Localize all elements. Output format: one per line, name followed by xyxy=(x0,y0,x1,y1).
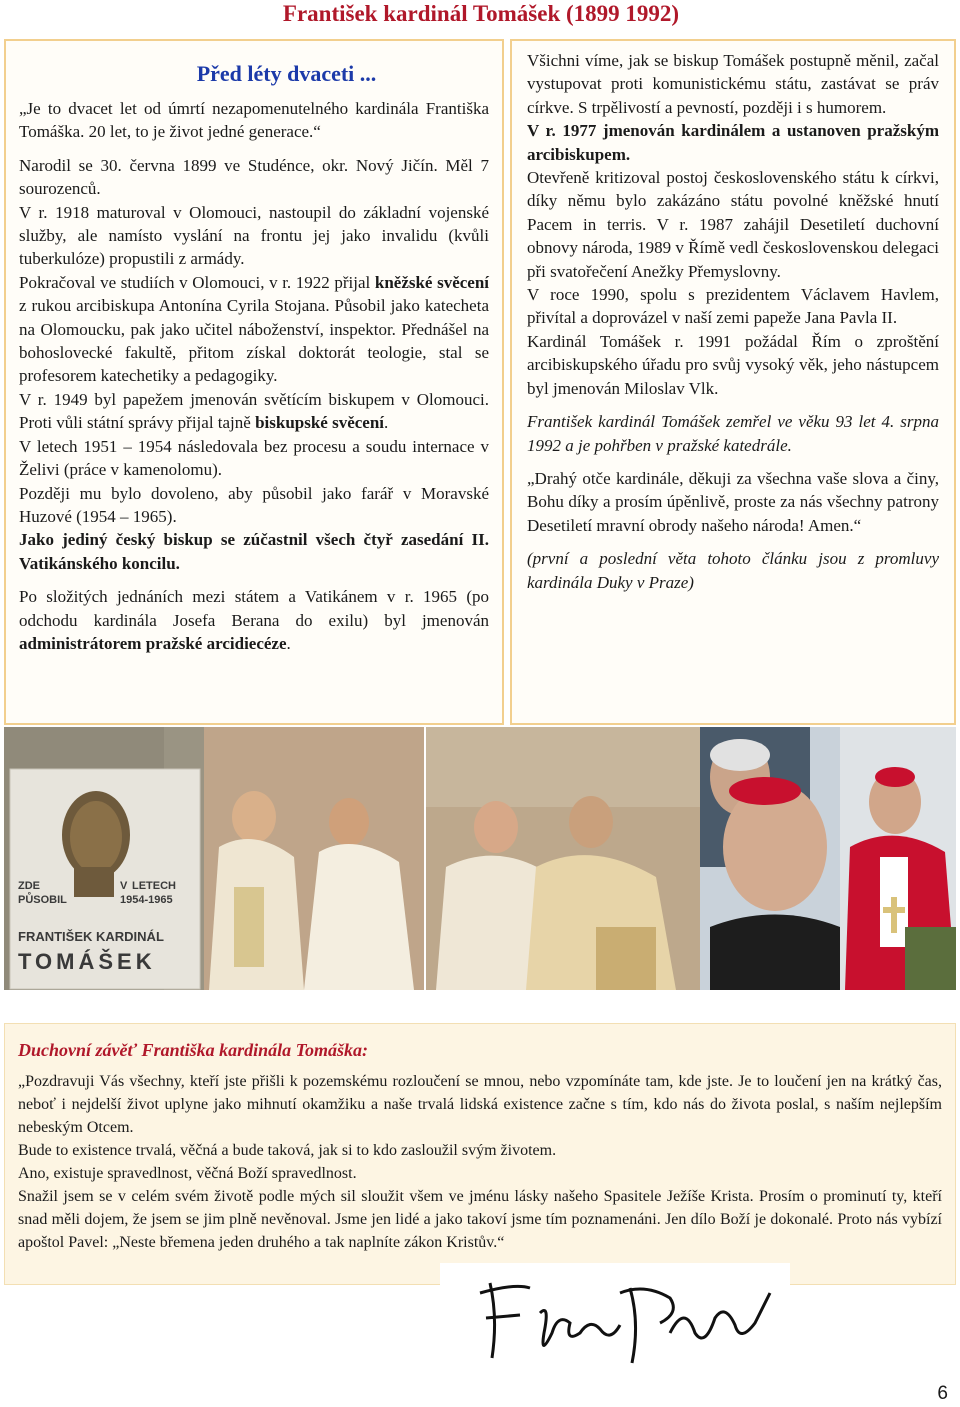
testament-paragraph-4: Snažil jsem se v celém svém životě podle mých sil sloužit všem ve jménu lásky našeho Spasitele Ježíše Krista. Prosím o prominutí ty, kteří snad měli dojem, že jsem se jim plně nevěnoval. Jsme jen lidé a jako takoví jsme tím poznamenáni. Jen dílo Boží je dokonalé. Proto nás vybízí apoštol Pavel: „Neste břemena jeden druhého a tak naplníte zákon Kristův.“ xyxy=(18,1188,942,1251)
prayer-paragraph: „Drahý otče kardinále, děkuji za všechna vaše slova a činy, Bohu díky a prosím úpěnlivě, proste za nás všechny patrony Desetiletí mravní obrody našeho národa! Amen.“ xyxy=(527,468,939,535)
source-note: (první a poslední věta tohoto článku jsou z promluvy kardinála Duky v Praze) xyxy=(527,549,939,592)
administrator-paragraph xyxy=(19,585,489,655)
page-title: František kardinál Tomášek (1899 1992) xyxy=(282,1,680,26)
criticism-paragraph: Otevřeně kritizoval postoj československého státu k církvi, díky němu bylo zakázáno státu povolné kněžské hnutí Pacem in terris. V r. 1987 zahájil Desetiletí duchovní obnovy národa, 1989 v Římě vedl československou delegaci při svatořečení Anežky Přemyslovny. xyxy=(527,168,939,281)
bishop-paragraph xyxy=(19,388,489,435)
pope-visit-paragraph: V roce 1990, spolu s prezidentem Václavem Havlem, přivítal a doprovázel v naší zemi papeže Jana Pavla II. xyxy=(527,285,939,328)
page-number: 6 xyxy=(937,1383,948,1404)
plaque-text-v: V xyxy=(120,880,128,892)
plaque-text-years: 1954-1965 xyxy=(120,894,173,906)
cardinal-portraits-image xyxy=(700,727,956,990)
pope-meeting-image xyxy=(426,727,700,990)
handwritten-signature xyxy=(440,1263,790,1383)
plaque-text-zde: ZDE xyxy=(18,880,40,892)
left-column-box xyxy=(4,39,504,725)
intro-paragraph: „Je to dvacet let od úmrtí nezapomenutelného kardinála Františka Tomáška. 20 let, to je život jedné generace.“ xyxy=(19,99,489,142)
cardinal-pope-meeting-photo xyxy=(426,727,700,990)
death-paragraph: František kardinál Tomášek zemřel ve věku 93 let 4. srpna 1992 a je pohřben v pražské katedrále. xyxy=(527,412,939,455)
military-paragraph: V r. 1918 maturoval v Olomouci, nastoupil do základní vojenské služby, ale namísto vyslání na frontu jej jako invalidu (kvůli tuberkulóze) propustili z armády. xyxy=(19,202,489,269)
cardinal-bold: V r. 1977 jmenován kardinálem a ustanoven pražským arcibiskupem. xyxy=(527,121,939,164)
ordination-paragraph xyxy=(19,271,489,388)
ordination-rest: z rukou arcibiskupa Antonína Cyrila Stojana. Působil jako katecheta na Olomoucku, pak jako učitel náboženství, inspektor. Přednášel na bohoslovecké fakultě, přitom získal doktorát teologie, stal se profesorem katechetiky a pedagogiky. xyxy=(19,296,489,386)
testament-paragraph-1: „Pozdravuji Vás všechny, kteří jste přišli k pozemskému rozloučení se mnou, nebo vzpomínáte tam, kde jste. Je to loučení jen na krátký čas, neboť i nejdelší život uplyne jako mihnutí okamžiku a naše trvalá lidská existence začne s tím, kdo nás do života poslal, s naším nejlepším nebeským Otcem. xyxy=(18,1073,942,1136)
ordination-bold: kněžské svěcení xyxy=(374,272,490,292)
birth-paragraph: Narodil se 30. června 1899 ve Studénce, okr. Nový Jičín. Měl 7 sourozenců. xyxy=(19,155,489,199)
ordination-text: Pokračoval ve studiích v Olomouci, v r. 1922 přijal xyxy=(19,272,371,292)
memorial-plaque-photo xyxy=(4,727,424,990)
administrator-rest: . xyxy=(286,633,291,653)
left-subtitle: Před léty dvaceti ... xyxy=(196,61,377,86)
plaque-text-name1: FRANTIŠEK KARDINÁL xyxy=(18,929,164,944)
memorial-plaque-image xyxy=(4,727,424,990)
cardinal-portraits-photo xyxy=(700,727,956,990)
administrator-bold: administrátorem pražské arcidiecéze xyxy=(19,633,287,653)
resignation-paragraph: Kardinál Tomášek r. 1991 požádal Řím o zproštění arcibiskupského úřadu pro svůj vysoký věk, jeho nástupcem byl jmenován Miloslav Vlk. xyxy=(527,331,939,398)
cardinal-paragraph xyxy=(527,119,939,166)
internment-paragraph: V letech 1951 – 1954 následovala bez procesu a soudu internace v Želivi (práce v kamenolomu). xyxy=(19,436,489,480)
parish-paragraph: Později mu bylo dovoleno, aby působil jako farář v Moravské Huzové (1954 – 1965). xyxy=(19,483,489,526)
bishop-text: V r. 1949 byl papežem jmenován světícím biskupem v Olomouci. Proti vůli státní správy přijal tajně xyxy=(19,389,489,433)
testament-title: Duchovní závěť Františka kardinála Tomáška: xyxy=(18,1040,368,1060)
testament-paragraph-3: Ano, existuje spravedlnost, věčná Boží spravedlnost. xyxy=(18,1165,357,1182)
testament-paragraph-2: Bude to existence trvalá, věčná a bude taková, jak si to kdo zasloužil svým životem. xyxy=(18,1142,557,1159)
council-bold: Jako jediný český biskup se zúčastnil všech čtyř zasedání II. Vatikánského koncilu. xyxy=(19,530,489,573)
signature-image xyxy=(440,1263,790,1383)
bishop-rest: . xyxy=(384,413,389,433)
plaque-text-name2: TOMÁŠEK xyxy=(18,949,156,974)
plaque-text-letech: LETECH xyxy=(132,880,176,892)
right-column-box xyxy=(510,39,956,725)
plaque-text-pusobil: PŮSOBIL xyxy=(18,894,67,906)
bishop-bold: biskupské svěcení xyxy=(255,413,385,433)
spiritual-testament-box xyxy=(4,1023,956,1285)
administrator-text: Po složitých jednáních mezi státem a Vatikánem v r. 1965 (po odchodu kardinála Josefa Berana do exilu) byl jmenován xyxy=(19,587,489,630)
resistance-paragraph: Všichni víme, jak se biskup Tomášek postupně měnil, začal vystupovat proti komunistickému státu, zastávat se práv církve. S trpělivostí a pevností, později i s humorem. xyxy=(527,51,939,117)
council-paragraph xyxy=(19,528,489,575)
